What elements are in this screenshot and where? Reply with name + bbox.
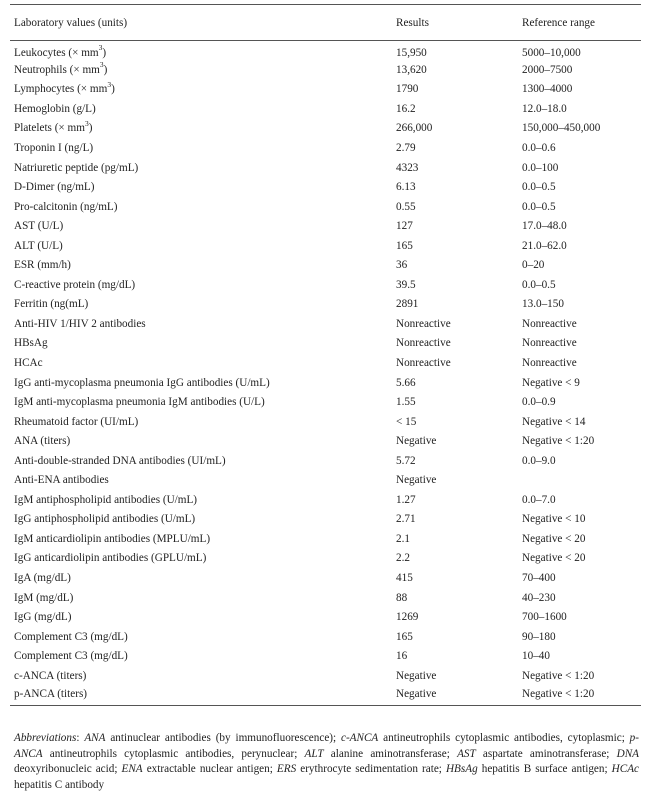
lab-value-name: IgM antiphospholipid antibodies (U/mL) [14, 493, 198, 506]
result-value: Nonreactive [396, 317, 451, 330]
footnote-abbreviation: ANA [84, 732, 106, 744]
table-row [10, 666, 641, 686]
result-value: 0.55 [396, 200, 416, 213]
result-value: 5.66 [396, 376, 416, 389]
lab-value-name: Anti-HIV 1/HIV 2 antibodies [14, 317, 146, 330]
table-row [10, 529, 641, 549]
reference-range-value: 90–180 [522, 630, 556, 643]
reference-range-value: 13.0–150 [522, 298, 564, 311]
lab-value-name: Hemoglobin (g/L) [14, 102, 96, 115]
footnote-heading: Abbreviations [14, 732, 77, 744]
lab-value-name: Rheumatoid factor (UI/mL) [14, 415, 139, 428]
result-value: 15,950 [396, 46, 427, 59]
footnote-abbreviation: c-ANCA [340, 732, 379, 744]
result-value: 5.72 [396, 454, 416, 467]
result-value: 1790 [396, 83, 419, 96]
lab-value-name: Platelets (× $mm^3$) [14, 118, 93, 135]
reference-range-value: 0.0–7.0 [522, 493, 556, 506]
table-body [10, 41, 641, 706]
reference-range-value: 5000–10,000 [522, 46, 581, 59]
result-value: 36 [396, 259, 408, 272]
result-value: Nonreactive [396, 337, 451, 350]
table-row [10, 334, 641, 354]
table-row [10, 60, 641, 80]
table-row [10, 431, 641, 451]
result-value: Nonreactive [396, 357, 451, 370]
lab-value-name: D-Dimer (ng/mL) [14, 181, 95, 194]
reference-range-value: Negative < 9 [522, 376, 580, 389]
result-value: 39.5 [396, 278, 416, 291]
table-row [10, 373, 641, 393]
table-row [10, 314, 641, 334]
reference-range-value: 70–400 [522, 572, 556, 585]
table-row [10, 471, 641, 491]
result-value: 415 [396, 572, 413, 585]
reference-range-value: Nonreactive [522, 357, 577, 370]
table-row [10, 490, 641, 510]
reference-range-value: Negative < 20 [522, 532, 586, 545]
result-value: 1269 [396, 611, 419, 624]
footnote-abbreviation: ALT [304, 747, 324, 760]
result-value: 2.71 [396, 513, 416, 526]
table-row [10, 607, 641, 627]
result-value: 1.27 [396, 493, 416, 506]
reference-range-value: Negative < 1:20 [522, 435, 595, 448]
table-row [10, 256, 641, 276]
table-row [10, 686, 641, 706]
header-results: Results [392, 5, 518, 41]
lab-value-name: AST (U/L) [14, 220, 64, 233]
lab-value-name: HBsAg [14, 337, 48, 350]
lab-value-name: IgG (mg/dL) [14, 611, 72, 624]
reference-range-value: 12.0–18.0 [522, 102, 567, 115]
footnote-definition: extractable nuclear antigen; [142, 763, 277, 775]
result-value: 165 [396, 630, 413, 643]
footnote-abbreviation: HCAc [611, 763, 639, 775]
footnote-definition: alanine aminotransferase; [323, 747, 458, 760]
footnote-abbreviation: HBsAg [445, 763, 478, 775]
reference-range-value: 150,000–450,000 [522, 122, 601, 135]
result-value: 266,000 [396, 122, 433, 135]
footnote-abbreviation: p-ANCA [14, 732, 639, 760]
lab-value-name: C-reactive protein (mg/dL) [14, 278, 136, 291]
table-row [10, 412, 641, 432]
reference-range-value: 17.0–48.0 [522, 220, 567, 233]
table-row [10, 99, 641, 119]
footnote-abbreviation: DNA [616, 747, 640, 760]
lab-value-name: Lymphocytes (× $mm^3$) [14, 79, 115, 96]
reference-range-value: 0.0–0.5 [522, 278, 556, 291]
lab-value-name: c-ANCA (titers) [14, 669, 87, 682]
result-value: Negative [396, 474, 437, 487]
lab-value-name: Anti-ENA antibodies [14, 474, 109, 487]
table-row [10, 568, 641, 588]
result-value: 13,620 [396, 63, 427, 76]
header-reference-range: Reference range [518, 5, 641, 41]
header-lab-values: Laboratory values (units) [10, 5, 392, 41]
result-value: 2.2 [396, 552, 410, 565]
lab-value-name: Neutrophils (× $mm^3$) [14, 60, 108, 76]
reference-range-value: 10–40 [522, 650, 550, 663]
table-row [10, 646, 641, 666]
result-value: 2.1 [396, 532, 410, 545]
reference-range-value: 0.0–0.9 [522, 396, 556, 409]
table-row [10, 275, 641, 295]
table-row [10, 451, 641, 471]
result-value: 165 [396, 239, 413, 252]
table-row [10, 549, 641, 569]
result-value: 2.79 [396, 142, 416, 154]
lab-value-name: Ferritin (ng(mL) [14, 298, 89, 311]
reference-range-value: 0.0–9.0 [522, 454, 556, 467]
reference-range-value: 21.0–62.0 [522, 239, 567, 252]
reference-range-value [518, 471, 641, 491]
footnote-definition: hepatitis B surface antigen; [477, 763, 612, 775]
footnote-definition: deoxyribonucleic acid; [14, 763, 122, 775]
reference-range-value: 0.0–0.6 [522, 142, 556, 154]
lab-value-name: IgM (mg/dL) [14, 591, 74, 604]
footnote-definition: aspartate aminotransferase; [475, 747, 617, 760]
lab-value-name: HCAc [14, 357, 43, 370]
result-value: Negative [396, 669, 437, 682]
lab-value-name: ALT (U/L) [14, 239, 63, 252]
table-row [10, 41, 641, 61]
reference-range-value: 40–230 [522, 591, 556, 604]
footnote-definition: antinuclear antibodies (by immunofluorescence); [105, 732, 341, 744]
abbreviations-footnote: Abbreviations: ANA antinuclear antibodies (by immunofluorescence); c-ANCA antineutrophils cytoplasmic antibodies, cytoplasmic; p-ANCA antineutrophils cytoplasmic antibodies, perynuclear; ALT alanine aminotransferase; AST aspartate aminotransferase; DNA deoxyribonucleic acid; ENA extractable nuclear antigen; ERS erythrocyte sedimentation rate; HBsAg hepatitis B surface antigen; HCAc hepatitis C antibody [14, 732, 640, 791]
lab-value-name: Leukocytes (× $mm^3$) [14, 42, 107, 59]
footnote-abbreviation: ERS [276, 763, 297, 775]
result-value: < 15 [396, 415, 417, 428]
reference-range-value: 2000–7500 [522, 63, 573, 76]
lab-value-name: Troponin I (ng/L) [14, 142, 94, 154]
lab-value-name: IgA (mg/dL) [14, 572, 71, 585]
lab-value-name: p-ANCA (titers) [10, 686, 392, 706]
result-value: 16 [396, 650, 408, 663]
lab-value-name: Pro-calcitonin (ng/mL) [14, 200, 118, 213]
lab-value-name: IgG anticardiolipin antibodies (GPLU/mL) [14, 552, 207, 565]
footnote-abbreviation: AST [457, 747, 476, 760]
table-row [10, 353, 641, 373]
result-value: 6.13 [396, 181, 416, 194]
lab-value-name: Anti-double-stranded DNA antibodies (UI/mL) [14, 454, 226, 467]
footnote-definition: hepatitis C antibody [14, 778, 105, 791]
result-value: 16.2 [396, 102, 416, 115]
footnote-definition: antineutrophils cytoplasmic antibodies, cytoplasmic; [378, 732, 630, 744]
result-value: Negative [392, 686, 518, 706]
table-row [10, 138, 641, 158]
table-header-row [10, 5, 641, 41]
reference-range-value: 0.0–100 [522, 161, 559, 174]
reference-range-value: Negative < 20 [522, 552, 586, 565]
reference-range-value: Nonreactive [522, 317, 577, 330]
footnote-abbreviation: ENA [121, 763, 143, 775]
footnote-definition: erythrocyte sedimentation rate; [296, 763, 446, 775]
footnote-definition: antineutrophils cytoplasmic antibodies, perynuclear; [42, 747, 305, 760]
lab-values-table [10, 4, 641, 706]
table-row [10, 236, 641, 256]
table-row [10, 510, 641, 530]
lab-value-name: Complement C3 (mg/dL) [14, 630, 128, 643]
table-row [10, 177, 641, 197]
lab-value-name: Natriuretic peptide (pg/mL) [14, 161, 139, 174]
table-row [10, 627, 641, 647]
table-row [10, 197, 641, 217]
result-value: Negative [396, 435, 437, 448]
table-row [10, 392, 641, 412]
reference-range-value: Negative < 1:20 [518, 686, 641, 706]
table-row [10, 119, 641, 139]
table-row [10, 216, 641, 236]
result-value: 88 [396, 591, 408, 604]
reference-range-value: Negative < 1:20 [522, 669, 595, 682]
reference-range-value: Negative < 14 [522, 415, 586, 428]
reference-range-value: 0.0–0.5 [522, 200, 556, 213]
result-value: 4323 [396, 161, 419, 174]
result-value: 1.55 [396, 396, 416, 409]
table-row [10, 158, 641, 178]
result-value: 127 [396, 220, 413, 233]
lab-value-name: IgG antiphospholipid antibodies (U/mL) [14, 513, 196, 526]
lab-value-name: IgM anti-mycoplasma pneumonia IgM antibodies (U/L) [14, 396, 265, 409]
reference-range-value: 1300–4000 [522, 83, 573, 96]
table-row [10, 295, 641, 315]
lab-value-name: Complement C3 (mg/dL) [14, 650, 128, 663]
lab-value-name: ANA (titers) [14, 435, 71, 448]
lab-value-name: ESR (mm/h) [14, 259, 71, 272]
result-value: 2891 [396, 298, 419, 311]
reference-range-value: Negative < 10 [522, 513, 586, 526]
reference-range-value: Nonreactive [522, 337, 577, 350]
table-row [10, 588, 641, 608]
table-row [10, 80, 641, 100]
reference-range-value: 700–1600 [522, 611, 567, 624]
reference-range-value: 0.0–0.5 [522, 181, 556, 194]
lab-value-name: IgM anticardiolipin antibodies (MPLU/mL) [14, 532, 211, 545]
lab-value-name: IgG anti-mycoplasma pneumonia IgG antibodies (U/mL) [14, 376, 270, 389]
reference-range-value: 0–20 [522, 259, 545, 272]
